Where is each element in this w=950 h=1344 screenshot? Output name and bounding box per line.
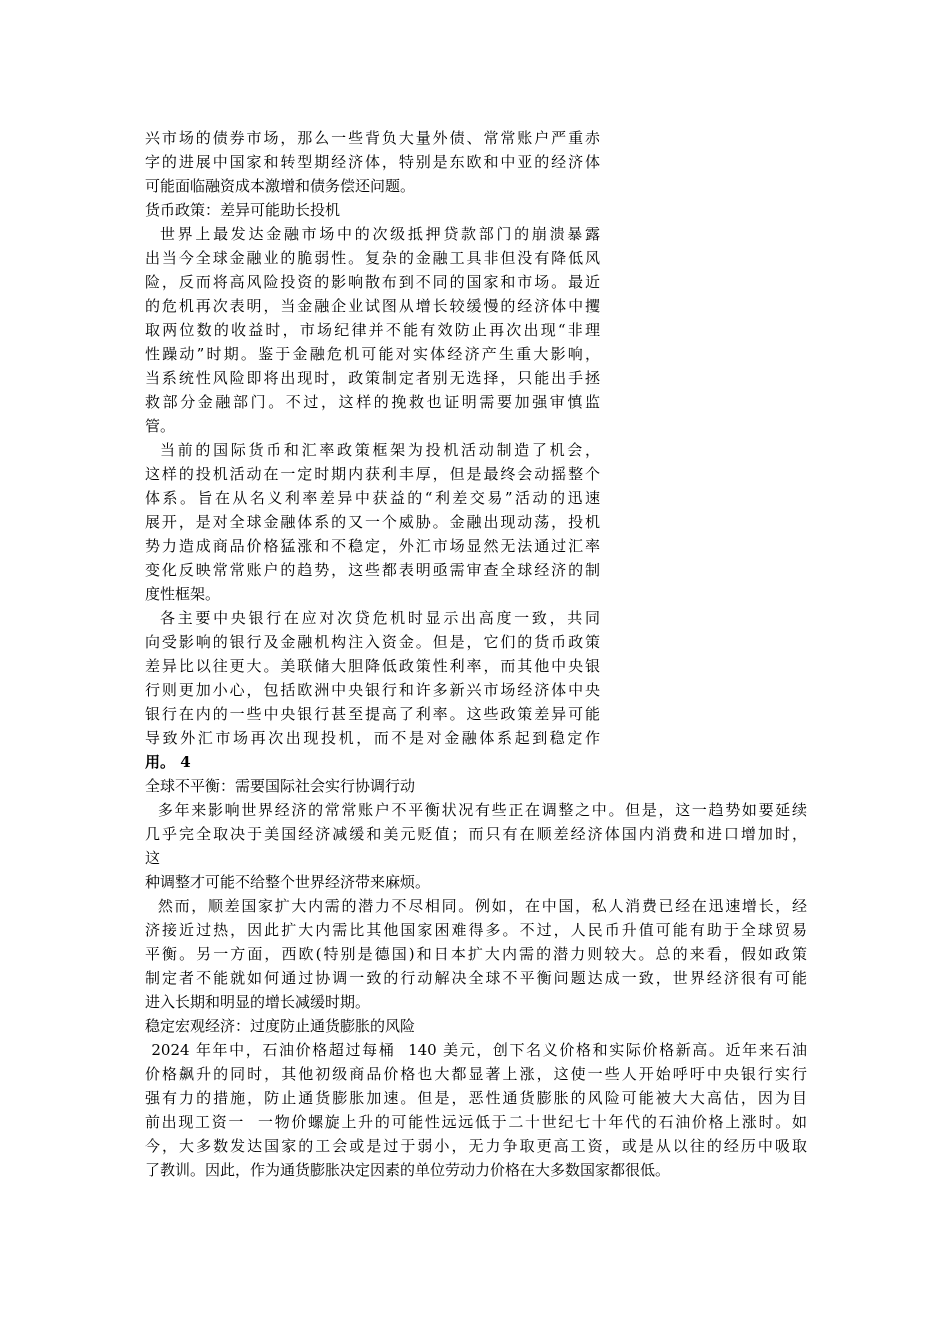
text-line: 各主要中央银行在应对次贷危机时显示出高度一致，共同 xyxy=(145,609,600,627)
text-line: 可能面临融资成本激增和债务偿还问题。 xyxy=(145,177,416,195)
text-line: 管。 xyxy=(145,417,176,435)
section-heading: 稳定宏观经济：过度防止通货膨胀的风险 xyxy=(145,1017,416,1035)
text-line: 平衡。另一方面，西欧(特别是德国)和日本扩大内需的潜力则较大。总的来看，假如政策 xyxy=(145,945,807,963)
text-line: 出当今全球金融业的脆弱性。复杂的金融工具非但没有降低风 xyxy=(145,249,600,267)
text-line: 度性框架。 xyxy=(145,585,221,603)
text-line: 兴市场的债券市场，那么一些背负大量外债、常常账户严重赤 xyxy=(145,129,600,147)
text-line: 字的进展中国家和转型期经济体，特别是东欧和中亚的经济体 xyxy=(145,153,600,171)
text-line: 差异比以往更大。美联储大胆降低政策性利率，而其他中央银 xyxy=(145,657,600,675)
text-line: 前出现工资一 一物价螺旋上升的可能性远远低于二十世纪七十年代的石油价格上涨时。如 xyxy=(145,1113,807,1131)
text-line: 行则更加小心，包括欧洲中央银行和许多新兴市场经济体中央 xyxy=(145,681,600,699)
text-line: 制定者不能就如何通过协调一致的行动解决全球不平衡问题达成一致，世界经济很有可能 xyxy=(145,969,807,987)
text-line: 进入长期和明显的增长减缓时期。 xyxy=(145,993,371,1011)
text-line: 用。 4 xyxy=(145,753,191,771)
text-line: 银行在内的一些中央银行甚至提高了利率。这些政策差异可能 xyxy=(145,705,600,723)
text-line: 导致外汇市场再次出现投机，而不是对金融体系起到稳定作 xyxy=(145,729,600,747)
section-heading: 货币政策：差异可能助长投机 xyxy=(145,201,341,219)
text-line: 向受影响的银行及金融机构注入资金。但是，它们的货币政策 xyxy=(145,633,600,651)
text-line: 济接近过热，因此扩大内需比其他国家困难得多。不过，人民币升值可能有助于全球贸易 xyxy=(145,921,807,939)
text-line: 救部分金融部门。不过，这样的挽救也证明需要加强审慎监 xyxy=(145,393,600,411)
text-line: 这样的投机活动在一定时期内获利丰厚，但是最终会动摇整个 xyxy=(145,465,600,483)
text-line: 这 xyxy=(145,849,161,867)
text-line: 今，大多数发达国家的工会或是过于弱小，无力争取更高工资，或是从以往的经历中吸取 xyxy=(145,1137,807,1155)
text-line: 世界上最发达金融市场中的次级抵押贷款部门的崩溃暴露 xyxy=(145,225,600,243)
text-line: 当系统性风险即将出现时，政策制定者别无选择，只能出手拯 xyxy=(145,369,600,387)
text-line: 展开，是对全球金融体系的又一个威胁。金融出现动荡，投机 xyxy=(145,513,600,531)
text-line: 的危机再次表明，当金融企业试图从增长较缓慢的经济体中攫 xyxy=(145,297,600,315)
text-line: 险，反而将高风险投资的影响散布到不同的国家和市场。最近 xyxy=(145,273,600,291)
text-line: 价格飙升的同时，其他初级商品价格也大都显著上涨，这使一些人开始呼吁中央银行实行 xyxy=(145,1065,807,1083)
text-line: 变化反映常常账户的趋势，这些都表明亟需审查全球经济的制 xyxy=(145,561,600,579)
text-line: 了教训。因此，作为通货膨胀决定因素的单位劳动力价格在大多数国家都很低。 xyxy=(145,1161,671,1179)
section-heading: 全球不平衡：需要国际社会实行协调行动 xyxy=(145,777,416,795)
text-line: 当前的国际货币和汇率政策框架为投机活动制造了机会， xyxy=(145,441,600,459)
text-line: 2024 年年中，石油价格超过每桶 140 美元，创下名义价格和实际价格新高。近年来石油 xyxy=(145,1041,807,1059)
text-line: 几乎完全取决于美国经济减缓和美元贬值；而只有在顺差经济体国内消费和进口增加时， xyxy=(145,825,807,843)
text-line: 体系。旨在从名义利率差异中获益的“利差交易”活动的迅速 xyxy=(145,489,600,507)
text-line: 势力造成商品价格猛涨和不稳定，外汇市场显然无法通过汇率 xyxy=(145,537,600,555)
text-line: 强有力的措施，防止通货膨胀加速。但是，恶性通货膨胀的风险可能被大大高估，因为目 xyxy=(145,1089,807,1107)
text-line: 取两位数的收益时，市场纪律并不能有效防止再次出现“非理 xyxy=(145,321,600,339)
text-line: 性躁动”时期。鉴于金融危机可能对实体经济产生重大影响， xyxy=(145,345,600,363)
text-line: 种调整才可能不给整个世界经济带来麻烦。 xyxy=(145,873,431,891)
text-line: 然而，顺差国家扩大内需的潜力不尽相同。例如，在中国，私人消费已经在迅速增长，经 xyxy=(145,897,807,915)
text-line: 多年来影响世界经济的常常账户不平衡状况有些正在调整之中。但是，这一趋势如要延续 xyxy=(145,801,807,819)
